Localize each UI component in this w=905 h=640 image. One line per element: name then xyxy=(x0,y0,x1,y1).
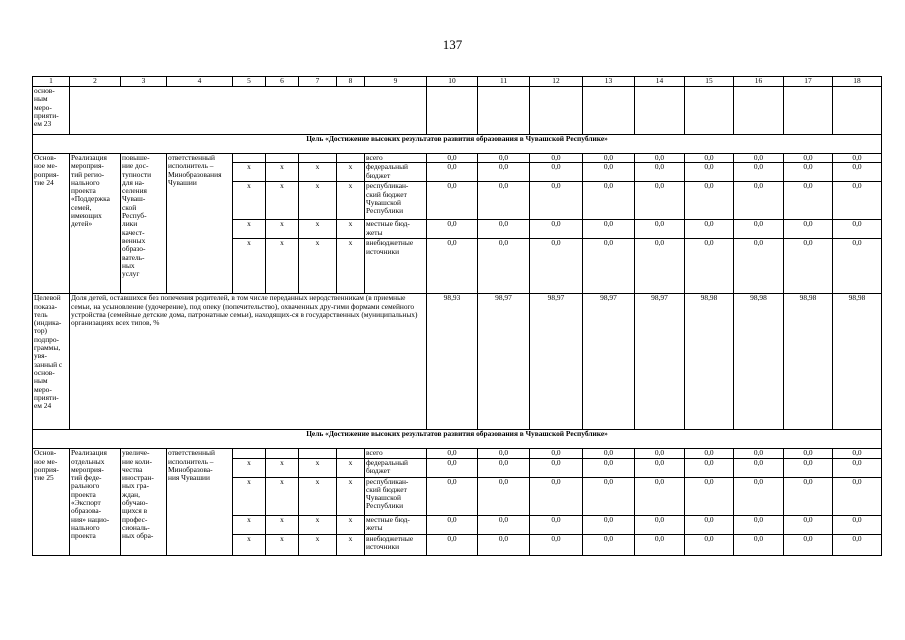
funding-value: 0,0 xyxy=(583,449,635,458)
funding-value: 0,0 xyxy=(635,239,685,294)
indicator-value: 98,97 xyxy=(635,294,685,430)
budget-code-cell: x xyxy=(233,220,266,239)
budget-code-cell: x xyxy=(337,534,365,555)
funding-value: 0,0 xyxy=(583,154,635,163)
budget-code-cell xyxy=(299,449,337,458)
funding-value: 0,0 xyxy=(478,458,530,477)
funding-value: 0,0 xyxy=(478,534,530,555)
column-number: 10 xyxy=(427,77,478,87)
column-number: 18 xyxy=(833,77,882,87)
funding-value: 0,0 xyxy=(478,239,530,294)
funding-source: федеральный бюджет xyxy=(365,163,427,182)
budget-code-cell: x xyxy=(299,458,337,477)
funding-value: 0,0 xyxy=(530,220,583,239)
budget-code-cell: x xyxy=(299,534,337,555)
funding-value: 0,0 xyxy=(427,449,478,458)
budget-code-cell: x xyxy=(299,163,337,182)
column-number: 16 xyxy=(734,77,784,87)
budget-code-cell xyxy=(299,154,337,163)
column-number: 5 xyxy=(233,77,266,87)
column-number: 12 xyxy=(530,77,583,87)
funding-value: 0,0 xyxy=(583,163,635,182)
empty-cell xyxy=(833,87,882,135)
funding-value: 0,0 xyxy=(478,163,530,182)
indicator-value: 98,98 xyxy=(784,294,833,430)
funding-value: 0,0 xyxy=(685,477,734,515)
funding-value: 0,0 xyxy=(427,220,478,239)
funding-value: 0,0 xyxy=(530,477,583,515)
funding-value: 0,0 xyxy=(427,154,478,163)
column-number: 8 xyxy=(337,77,365,87)
event-goal: повыше- ние дос- тупности для на- селения Чуваш- ской Респуб- лики качест- венных образо- ватель- ных услуг xyxy=(121,154,167,294)
funding-value: 0,0 xyxy=(784,534,833,555)
budget-code-cell: x xyxy=(233,239,266,294)
funding-value: 0,0 xyxy=(784,182,833,220)
funding-value: 0,0 xyxy=(530,515,583,534)
indicator-value: 98,98 xyxy=(833,294,882,430)
column-number: 11 xyxy=(478,77,530,87)
funding-value: 0,0 xyxy=(583,220,635,239)
indicator-value: 98,97 xyxy=(530,294,583,430)
funding-value: 0,0 xyxy=(685,515,734,534)
column-number: 7 xyxy=(299,77,337,87)
funding-value: 0,0 xyxy=(833,477,882,515)
funding-value: 0,0 xyxy=(583,458,635,477)
budget-code-cell xyxy=(337,449,365,458)
event-executor: ответственный исполнитель – Минобразова- ния Чувашии xyxy=(167,449,233,555)
funding-value: 0,0 xyxy=(583,534,635,555)
goal-title: Цель «Достижение высоких результатов развития образования в Чувашской Республике» xyxy=(33,135,882,154)
budget-code-cell: x xyxy=(266,163,299,182)
funding-source: всего xyxy=(365,449,427,458)
funding-value: 0,0 xyxy=(583,182,635,220)
funding-value: 0,0 xyxy=(530,449,583,458)
funding-value: 0,0 xyxy=(478,515,530,534)
page-number: 137 xyxy=(442,37,463,52)
funding-value: 0,0 xyxy=(530,182,583,220)
budget-code-cell: x xyxy=(233,515,266,534)
funding-value: 0,0 xyxy=(530,154,583,163)
column-number: 3 xyxy=(121,77,167,87)
funding-value: 0,0 xyxy=(833,515,882,534)
budget-code-cell: x xyxy=(233,534,266,555)
indicator-label: Целевой показа- тель (индика- тор) подпро- граммы, увя- занный с основ- ным меро- прияти- ем 24 xyxy=(33,294,70,430)
budget-code-cell: x xyxy=(266,477,299,515)
indicator-value: 98,98 xyxy=(685,294,734,430)
column-number: 6 xyxy=(266,77,299,87)
budget-code-cell xyxy=(266,154,299,163)
funding-value: 0,0 xyxy=(685,534,734,555)
goal-row xyxy=(33,430,882,449)
funding-value: 0,0 xyxy=(833,163,882,182)
indicator-value: 98,93 xyxy=(427,294,478,430)
funding-value: 0,0 xyxy=(583,239,635,294)
funding-value: 0,0 xyxy=(635,182,685,220)
funding-value: 0,0 xyxy=(478,154,530,163)
budget-code-cell: x xyxy=(299,182,337,220)
empty-cell xyxy=(70,87,427,135)
empty-cell xyxy=(427,87,478,135)
funding-value: 0,0 xyxy=(583,515,635,534)
funding-value: 0,0 xyxy=(685,154,734,163)
budget-code-cell: x xyxy=(266,534,299,555)
table-body xyxy=(33,77,882,556)
budget-code-cell: x xyxy=(233,458,266,477)
goal-row xyxy=(33,135,882,154)
funding-value: 0,0 xyxy=(833,154,882,163)
event-name: Реализация отдельных мероприя- тий феде- рального проекта «Экспорт образова- ния» нацио- нального проекта xyxy=(70,449,121,555)
funding-value: 0,0 xyxy=(685,449,734,458)
funding-value: 0,0 xyxy=(833,220,882,239)
budget-code-cell: x xyxy=(337,220,365,239)
budget-code-cell: x xyxy=(233,163,266,182)
column-number: 2 xyxy=(70,77,121,87)
funding-value: 0,0 xyxy=(427,515,478,534)
funding-value: 0,0 xyxy=(583,477,635,515)
funding-value: 0,0 xyxy=(478,182,530,220)
funding-value: 0,0 xyxy=(833,534,882,555)
funding-value: 0,0 xyxy=(784,163,833,182)
event-number: Основ- ное ме- роприя- тие 24 xyxy=(33,154,70,294)
funding-value: 0,0 xyxy=(478,477,530,515)
budget-code-cell xyxy=(233,154,266,163)
funding-value: 0,0 xyxy=(427,458,478,477)
funding-value: 0,0 xyxy=(635,458,685,477)
budget-code-cell: x xyxy=(337,477,365,515)
budget-code-cell: x xyxy=(266,515,299,534)
funding-value: 0,0 xyxy=(784,477,833,515)
funding-value: 0,0 xyxy=(734,477,784,515)
budget-table xyxy=(32,76,882,556)
indicator-row xyxy=(33,294,882,430)
budget-code-cell: x xyxy=(266,239,299,294)
funding-value: 0,0 xyxy=(635,477,685,515)
budget-code-cell xyxy=(266,449,299,458)
funding-source: внебюджетные источники xyxy=(365,534,427,555)
budget-code-cell xyxy=(233,449,266,458)
column-number: 14 xyxy=(635,77,685,87)
funding-value: 0,0 xyxy=(530,458,583,477)
budget-code-cell: x xyxy=(266,182,299,220)
budget-code-cell: x xyxy=(337,458,365,477)
empty-cell xyxy=(530,87,583,135)
continuation-label: основ- ным меро- прияти- ем 23 xyxy=(33,87,70,135)
funding-value: 0,0 xyxy=(734,449,784,458)
funding-value: 0,0 xyxy=(635,534,685,555)
funding-value: 0,0 xyxy=(530,163,583,182)
funding-source: внебюджетные источники xyxy=(365,239,427,294)
budget-code-cell: x xyxy=(337,239,365,294)
column-number: 9 xyxy=(365,77,427,87)
column-number: 13 xyxy=(583,77,635,87)
budget-code-cell: x xyxy=(299,477,337,515)
empty-cell xyxy=(478,87,530,135)
funding-value: 0,0 xyxy=(833,449,882,458)
funding-value: 0,0 xyxy=(784,449,833,458)
funding-value: 0,0 xyxy=(784,220,833,239)
funding-value: 0,0 xyxy=(685,458,734,477)
goal-title: Цель «Достижение высоких результатов развития образования в Чувашской Республике» xyxy=(33,430,882,449)
budget-code-cell: x xyxy=(299,239,337,294)
indicator-value: 98,98 xyxy=(734,294,784,430)
funding-source: местные бюд- жеты xyxy=(365,220,427,239)
budget-code-cell: x xyxy=(266,220,299,239)
column-number: 4 xyxy=(167,77,233,87)
indicator-value: 98,97 xyxy=(583,294,635,430)
funding-value: 0,0 xyxy=(784,239,833,294)
budget-code-cell: x xyxy=(337,182,365,220)
event-number: Основ- ное ме- роприя- тие 25 xyxy=(33,449,70,555)
empty-cell xyxy=(685,87,734,135)
column-number-row xyxy=(33,77,882,87)
budget-code-cell: x xyxy=(337,163,365,182)
funding-value: 0,0 xyxy=(833,239,882,294)
event-executor: ответственный исполнитель – Минобразования Чувашии xyxy=(167,154,233,294)
empty-cell xyxy=(734,87,784,135)
funding-value: 0,0 xyxy=(635,449,685,458)
budget-code-cell: x xyxy=(233,477,266,515)
funding-value: 0,0 xyxy=(784,458,833,477)
event-goal: увеличе- ние коли- чества иностран- ных гра- ждан, обучаю- щихся в профес- сиональ- ных обра- xyxy=(121,449,167,555)
funding-value: 0,0 xyxy=(478,220,530,239)
funding-value: 0,0 xyxy=(427,534,478,555)
funding-value: 0,0 xyxy=(478,449,530,458)
funding-value: 0,0 xyxy=(685,182,734,220)
funding-value: 0,0 xyxy=(427,163,478,182)
funding-value: 0,0 xyxy=(734,458,784,477)
funding-value: 0,0 xyxy=(734,154,784,163)
funding-value: 0,0 xyxy=(784,154,833,163)
funding-row xyxy=(33,449,882,458)
budget-code-cell: x xyxy=(299,515,337,534)
funding-value: 0,0 xyxy=(685,239,734,294)
empty-cell xyxy=(784,87,833,135)
column-number: 15 xyxy=(685,77,734,87)
funding-value: 0,0 xyxy=(427,239,478,294)
column-number: 1 xyxy=(33,77,70,87)
budget-code-cell: x xyxy=(233,182,266,220)
funding-value: 0,0 xyxy=(635,154,685,163)
funding-value: 0,0 xyxy=(734,220,784,239)
indicator-text: Доля детей, оставшихся без попечения родителей, в том числе переданных неродственникам (в приемные семьи, на усыновление (удочерение), под опеку (попечительство), охваченных дру-гими формами семейного устройства (семейные детские дома, патронатные семьи), находящих-ся в государственных (муниципальных) организациях всех типов, % xyxy=(70,294,427,430)
funding-source: республикан- ский бюджет Чувашской Республики xyxy=(365,477,427,515)
funding-value: 0,0 xyxy=(530,534,583,555)
funding-source: всего xyxy=(365,154,427,163)
empty-cell xyxy=(583,87,635,135)
funding-value: 0,0 xyxy=(734,515,784,534)
empty-cell xyxy=(635,87,685,135)
column-number: 17 xyxy=(784,77,833,87)
event-name: Реализация мероприя- тий регио- нального проекта «Поддержка семей, имеющих детей» xyxy=(70,154,121,294)
funding-value: 0,0 xyxy=(530,239,583,294)
funding-row xyxy=(33,154,882,163)
funding-value: 0,0 xyxy=(427,477,478,515)
budget-code-cell: x xyxy=(266,458,299,477)
funding-value: 0,0 xyxy=(833,182,882,220)
funding-value: 0,0 xyxy=(685,220,734,239)
funding-value: 0,0 xyxy=(734,239,784,294)
funding-value: 0,0 xyxy=(635,515,685,534)
indicator-value: 98,97 xyxy=(478,294,530,430)
budget-code-cell: x xyxy=(337,515,365,534)
funding-value: 0,0 xyxy=(635,220,685,239)
funding-value: 0,0 xyxy=(784,515,833,534)
funding-value: 0,0 xyxy=(427,182,478,220)
funding-value: 0,0 xyxy=(734,182,784,220)
funding-source: местные бюд- жеты xyxy=(365,515,427,534)
continuation-row xyxy=(33,87,882,135)
funding-value: 0,0 xyxy=(734,163,784,182)
funding-source: федеральный бюджет xyxy=(365,458,427,477)
funding-value: 0,0 xyxy=(833,458,882,477)
funding-value: 0,0 xyxy=(685,163,734,182)
funding-value: 0,0 xyxy=(635,163,685,182)
funding-source: республикан- ский бюджет Чувашской Республики xyxy=(365,182,427,220)
budget-code-cell xyxy=(337,154,365,163)
funding-value: 0,0 xyxy=(734,534,784,555)
budget-code-cell: x xyxy=(299,220,337,239)
